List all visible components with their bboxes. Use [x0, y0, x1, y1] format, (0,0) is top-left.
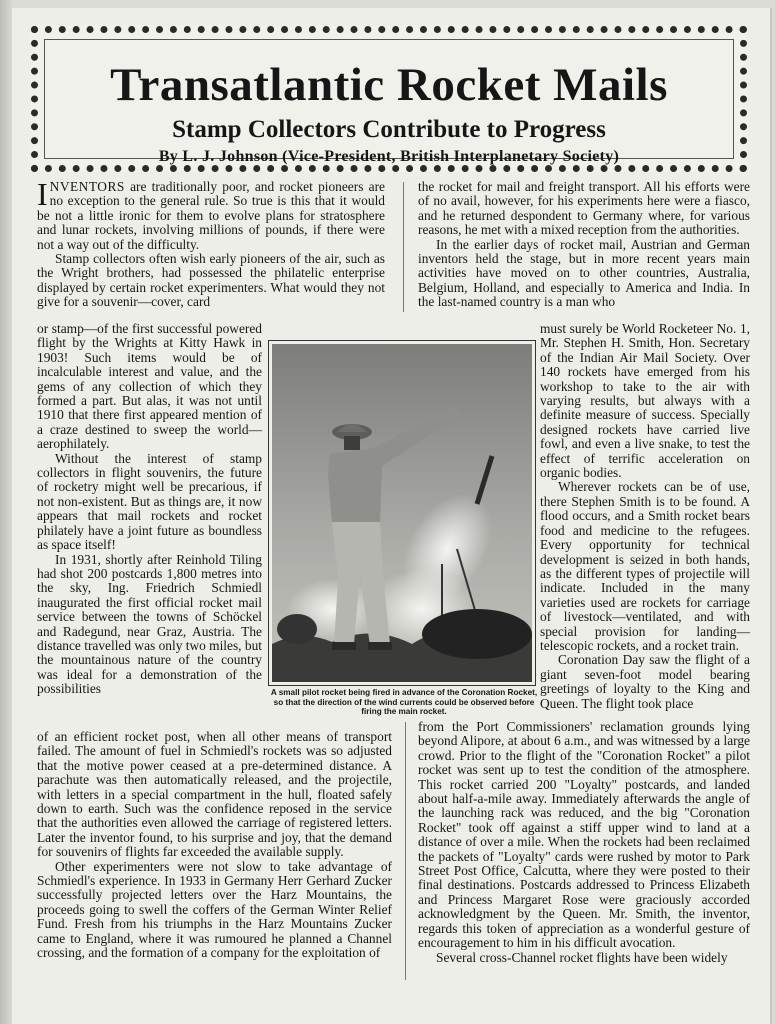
lead-word: NVENTORS [49, 179, 125, 194]
paragraph-5: Other experimenters were not slow to take advantage of Schmiedl's experience. In 1933 in Germany Herr Gerhard Zucker successfully projected letters over the Harz Mountains, the proceeds going to swell the coffers of the German Winter Relief Fund. Fresh from his triumphs in the Harz Mountains Zucker came to England, where it was rumoured he planned a Channel crossing, and the formation of a company for the exploitation of [37, 858, 392, 961]
right-paragraph-1: the rocket for mail and freight transport. All his efforts were of no avail, however, for his experiments here were a fiasco, and he returned despondent to Germany where, for various reasons, he met with a mixed reception from the authorities. [418, 179, 750, 238]
column-rule-bottom [405, 722, 406, 980]
right-paragraph-3: Wherever rockets can be of use, there Stephen Smith is to be found. A flood occurs, and a Smith rocket bears food and medicine to the refugees. Every opportunity for technical development is seized in both hands, as the different types of projectile will indicate. Included in the many varieties used are rockets for carriage of livestock—ventilated, and with special provision for landing—telescopic rockets, and a rocket train. [540, 479, 750, 653]
right-paragraph-2-wide: In the earlier days of rocket mail, Austrian and German inventors held the stage, but in more recent years main activities have moved on to other countries, Australia, Belgium, Holland, and especially to America and India. In the last-named country is a man who [418, 236, 750, 310]
paragraph-4-narrow: In 1931, shortly after Reinhold Tiling had shot 200 postcards 1,800 metres into the sky, Ing. Friedrich Schmiedl inaugurated the first official rocket mail service between the towns of Schöckel and Radegund, near Graz, Austria. The distance travelled was only two miles, but the mountainous nature of the country was ideal for a demonstration of the possibilities [37, 551, 262, 697]
header-frame [31, 26, 747, 172]
right-column-bottom [418, 720, 750, 965]
article-title: Transatlantic Rocket Mails [110, 59, 668, 111]
article-byline: By L. J. Johnson (Vice-President, British Interplanetary Society) [158, 148, 620, 165]
right-paragraph-4-wide: from the Port Commissioners' reclamation grounds lying beyond Alipore, at about 6 a.m., and was witnessed by a large crowd. Prior to the flight of the "Coronation Rocket" a pilot rocket was sent up to test the condition of the atmosphere. This rocket carried 200 "Loyalty" postcards, and landed about half-a-mile away. Immediately afterwards the angle of the launching rack was reduced, and the big "Coronation Rocket" took off against a stiff upper wind to land at a distance of over a mile. When the rockets had been reclaimed the packets of "Loyalty" cards were rushed by motor to Park Street Post Office, Calcutta, where they were posted to their final destinations. Postcards addressed to Princess Elizabeth and Princess Margaret Rose were graciously accorded acknowledgment by the Queen. Mr. Smith, the inventor, regards this token of appreciation as a wonderful gesture of encouragement to him in his difficult avocation. [418, 719, 750, 951]
right-column-top [418, 180, 750, 310]
paragraph-2-wide: Stamp collectors often wish early pioneers of the air, such as the Wright brothers, had possessed the philatelic enterprise displayed by certain rocket experimenters. What would they not give for a souvenir—cover, card [37, 251, 385, 310]
rocket-launch-photo [272, 344, 532, 682]
right-paragraph-5: Several cross-Channel rocket flights have been widely [436, 949, 728, 965]
photo-frame [268, 340, 536, 686]
header-inner-rule [44, 39, 734, 165]
right-paragraph-2-narrow: must surely be World Rocketeer No. 1, Mr. Stephen H. Smith, Hon. Secretary of the Indian Air Mail Society. Over 140 rockets have emerged from his workshop to take to the air with varying results, but always with a definite measure of success. Specially designed rockets have carried live fowl, and even a live snake, to test the effect of terrific acceleration on organic bodies. [540, 321, 750, 481]
page-edge [0, 0, 12, 1024]
paragraph-4-wide: of an efficient rocket post, when all other means of transport failed. The amount of fuel in Schmiedl's rockets was so adjusted that the motive power ceased at a pre-determined distance. A parachute was then automatically released, and the projectile, with letters in a special compartment in the hull, floated safely down to earth. Such was the confidence reposed in the service that the authorities even allowed the carriage of registered letters. Later the inventor found, to his surprise and joy, that the demand for souvenirs of flights far exceeded the available supply. [37, 729, 392, 860]
right-paragraph-4-narrow: Coronation Day saw the flight of a giant seven-foot model bearing greetings of loyalty to the King and Queen. The flight took place [540, 652, 750, 711]
column-rule-top [403, 182, 404, 312]
photo-caption: A small pilot rocket being fired in advance of the Coronation Rocket, so that the direction of the wind currents could be observed before firing the main rocket. [270, 688, 538, 716]
paragraph-2-narrow: or stamp—of the first successful powered flight by the Wrights at Kitty Hawk in 1903! Such items would be of incalculable interest and value, and the gems of any collection of which they formed a part. But alas, it was not until 1910 that there first appeared mention of a craze destined to sweep the world—aerophilately. [37, 321, 262, 452]
drop-cap: I [37, 176, 48, 212]
paragraph-1 [37, 176, 385, 252]
right-column-narrow [540, 322, 750, 711]
left-column-bottom [37, 730, 392, 961]
paragraph-1-text: are traditionally poor, and rocket pioneers are no exception to the general rule. So true is this that it would be not a little ironic for them to evolve plans for stratosphere and lunar rockets, involving millions of pounds, if there were not a way out of the difficulty. [37, 179, 385, 252]
article-subtitle: Stamp Collectors Contribute to Progress [172, 116, 606, 143]
paragraph-3: Without the interest of stamp collectors in flight souvenirs, the future of rocketry might well be precarious, if not non-existent. But as things are, it now appears that mail rockets and rocket philately have a joint future as boundless as space itself! [37, 450, 262, 553]
left-column-top [37, 176, 385, 310]
left-column-narrow [37, 322, 262, 697]
